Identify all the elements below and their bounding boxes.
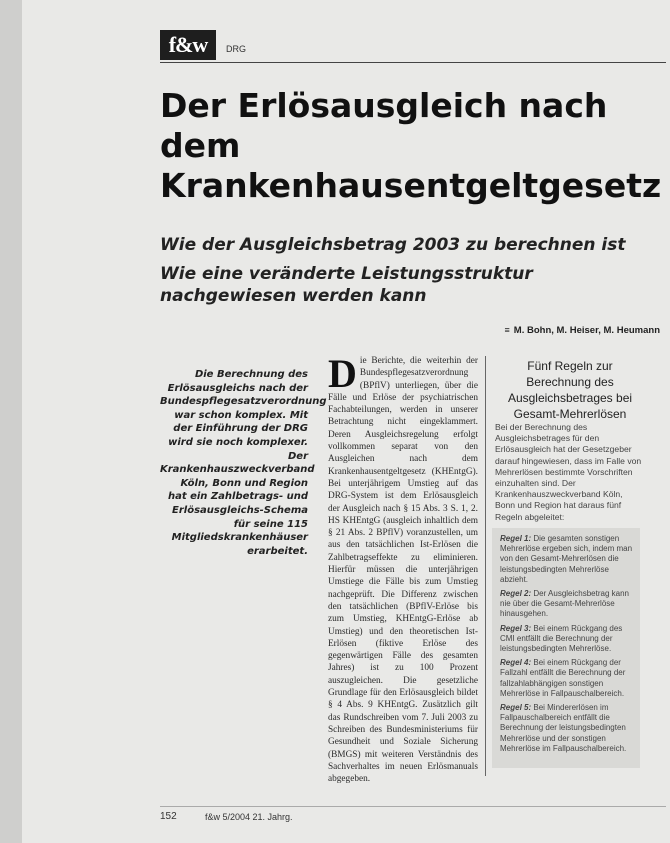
authors-line	[505, 325, 660, 336]
footer-rule	[160, 806, 666, 807]
page-number: 152	[160, 811, 177, 822]
body-column	[328, 351, 478, 785]
dropcap: D	[328, 351, 357, 396]
sidebar-title: Fünf Regeln zur Berechnung des Ausgleichsbetrages bei Gesamt-Mehrerlösen	[507, 359, 633, 421]
page-edge	[0, 0, 22, 843]
rule-label: Regel 3:	[500, 623, 532, 633]
journal-logo: f&w	[160, 30, 216, 60]
lead-paragraph: Die Berechnung des Erlösausgleichs nach der Bundespflegesatzverordnung war schon komplex. Mit der Einführung der DRG wird sie noch komplexer. Der Krankenhauszweckverband Köln, Bonn und Region hat ein Zahlbetrags- und Erlösausgleichs-Schema für seine 115 Mitgliedskrankenhäuser erarbeitet.	[160, 369, 327, 557]
rule-item	[500, 624, 634, 655]
rule-text: Die gesamten sonstigen Mehrerlöse ergeben sich, indem man von den Gesamt-Mehrerlösen die leistungsbedingten Mehrerlöse abzieht.	[500, 534, 633, 584]
rule-item	[500, 658, 634, 699]
subtitle-2: Wie eine veränderte Leistungsstruktur nachgewiesen werden kann	[160, 264, 533, 306]
rule-label: Regel 4:	[500, 658, 532, 668]
author-marker-icon: ≡	[504, 325, 510, 335]
rule-text: Bei einem Rückgang des CMI entfällt die Berechnung der leistungsbedingten Mehrerlöse.	[500, 623, 623, 654]
rule-label: Regel 2:	[500, 589, 532, 599]
journal-issue: f&w 5/2004 21. Jahrg.	[205, 812, 293, 822]
section-label: DRG	[226, 44, 246, 54]
rule-label: Regel 1:	[500, 534, 532, 543]
rule-text: Bei Mindererlösen im Fallpauschalbereich entfällt die Berechnung der leistungsbedingten Mehrerlöse und der sonstigen Mehrerlöse im Fallpauschalbereich.	[500, 703, 627, 753]
column-divider	[485, 356, 486, 776]
rule-item	[500, 534, 634, 585]
subtitle-1: Wie der Ausgleichsbetrag 2003 zu berechnen ist	[160, 235, 626, 255]
rule-item	[500, 589, 634, 620]
body-text: ie Berichte, die weiterhin der Bundespflegesatzverordnung (BPflV) unterliegen, über die Fälle und Erlöse der psychiatrischen Fachabteilungen, werden in unserer Betrachtung nicht eingeklammert. Deren Ausgleichsregelung erfolgt vollkommen separat von den Ausgleichen nach dem Krankenhausentgeltgesetz (KHEntgG). Bei unterjährigem Umstieg auf das DRG-System ist dem Erlösausgleich der Ausgleich nach § 15 Abs. 3 S. 1, 2. HS KHEntgG (ausgleich inhaltlich dem § 21 Abs. 2 BPflV) voranzustellen, um aus den tatsächlichen Ist-Erlösen die Zahlbetragseffekte zu eliminieren. Hierfür müssen die unterjährigen Umstiege die Fälle bis zum Umstieg nachgeprüft. Die Differenz zwischen den tatsächlichen (BPflV-Erlöse bis zum Umstieg, KHEntgG-Erlöse ab Umstieg) und den theoretischen Ist-Erlösen (fiktive Erlöse des gegenwärtigen Fälle des gesamten Jahres) ist zu 100 Prozent auszugleichen. Die gesetzliche Grundlage für den Erlösausgleich bildet § 4 Abs. 9 KHEntgG. Zusätzlich gilt das Rundschreiben vom 7. Juli 2003 zu Schreiben des Bundesministeriums für Gesundheit und Soziale Sicherung (BMGS) mit weiteren Verständnis des Sachverhaltes im neuen Erlösmanuals abgegeben.	[328, 356, 478, 785]
rule-text: Bei einem Rückgang der Fallzahl entfällt die Berechnung der fallzahlabhängigen sonstigen Mehrerlöse in Fallpauschalbereich.	[500, 658, 626, 698]
article-title: Der Erlösausgleich nach dem Krankenhausentgeltgesetz	[160, 86, 662, 205]
sidebar-intro: Bei der Berechnung des Ausgleichsbetrages für den Erlösausgleich hat der Gesetzgeber darauf hingewiesen, dass im Falle von Mehrerlösen bestimmte Vorschriften einzuhalten sind. Der Krankenhauszweckverband Köln, Bonn und Region hat daraus fünf Regeln abgeleitet:	[495, 422, 642, 522]
rule-label: Regel 5:	[500, 703, 532, 713]
authors: M. Bohn, M. Heiser, M. Heumann	[513, 325, 660, 336]
rule-text: Der Ausgleichsbetrag kann nie über die Gesamt-Mehrerlöse hinausgehen.	[500, 589, 629, 619]
rules-box	[492, 528, 640, 768]
rule-item	[500, 703, 634, 754]
header-rule	[160, 62, 666, 63]
